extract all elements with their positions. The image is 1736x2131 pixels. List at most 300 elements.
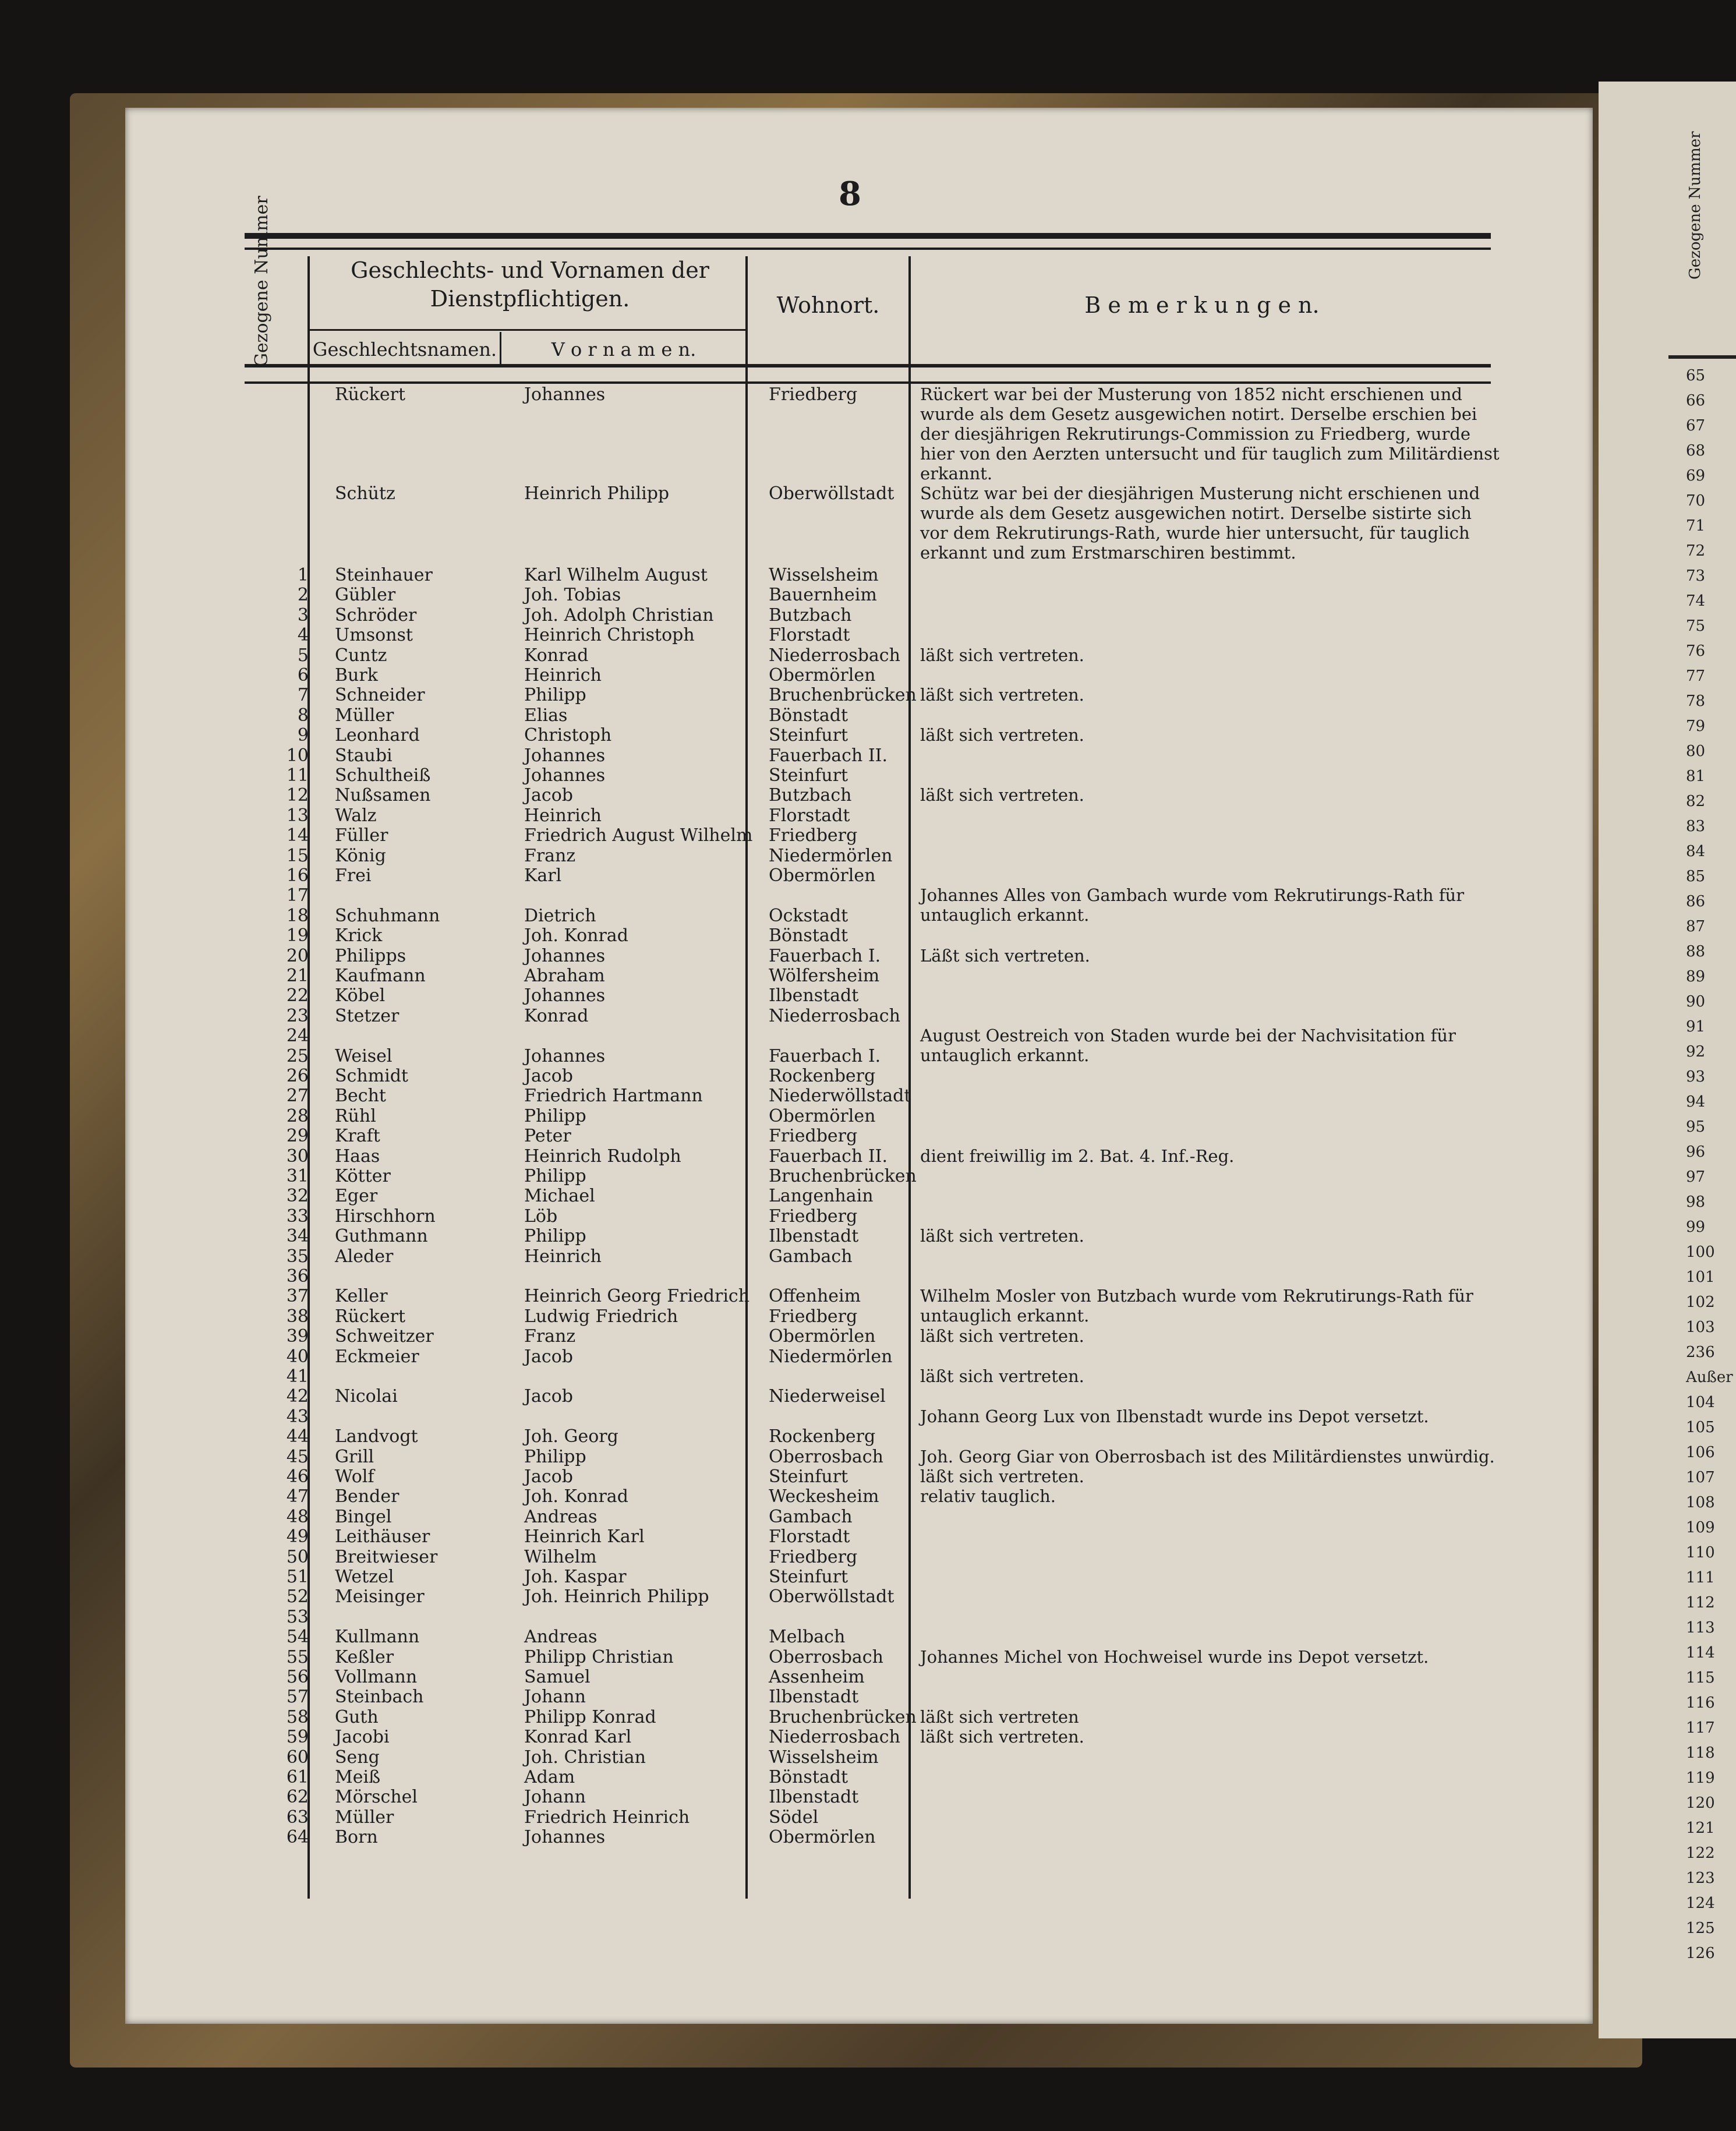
subheader-rule: [309, 329, 745, 331]
row-number: 21: [286, 966, 309, 986]
row-residence: Steinfurt: [769, 725, 848, 746]
row-residence: Assenheim: [769, 1667, 865, 1687]
row-residence: Friedberg: [769, 1126, 858, 1147]
table-row: [250, 565, 1124, 585]
row-surname: Müller: [335, 1807, 394, 1828]
row-number: 2: [297, 585, 309, 606]
row-residence: Gambach: [769, 1506, 853, 1527]
row-number: 14: [286, 825, 309, 846]
facing-page-number: 82: [1686, 793, 1706, 810]
remark: Rückert war bei der Musterung von 1852 nicht erschienen und wurde als dem Gesetz ausgewichen notirt. Derselbe erschien bei der diesjährigen Rekrutirungs-Commission zu Friedberg, wurde hier von den Aerzten untersucht und für tauglich zum Militärdienst erkannt.: [920, 384, 1500, 483]
row-surname: Bingel: [335, 1506, 392, 1527]
row-given-names: Joh. Adolph Christian: [524, 605, 714, 625]
row-residence: Obermörlen: [769, 865, 876, 886]
row-residence: Oberwöllstadt: [769, 483, 894, 504]
facing-page-number: 76: [1686, 642, 1706, 660]
row-given-names: Heinrich: [524, 665, 602, 685]
row-residence: Bruchenbrücken: [769, 685, 917, 706]
row-surname: Wolf: [335, 1466, 374, 1487]
row-number: 4: [297, 625, 309, 646]
facing-page-number: 83: [1686, 818, 1706, 835]
row-given-names: Jacob: [524, 1466, 573, 1487]
row-given-names: Samuel: [524, 1667, 591, 1687]
remark: relativ tauglich.: [920, 1486, 1056, 1507]
table-row: [250, 1347, 1124, 1366]
row-given-names: Friedrich Hartmann: [524, 1086, 703, 1107]
row-given-names: Philipp Christian: [524, 1646, 674, 1667]
row-residence: Melbach: [769, 1627, 846, 1648]
facing-page-number: 97: [1686, 1168, 1706, 1186]
row-residence: Obermörlen: [769, 1827, 876, 1848]
table-row: [250, 966, 1124, 985]
header-geschlechtsnamen: Geschlechtsnamen.: [312, 338, 497, 361]
row-surname: Rückert: [335, 384, 406, 405]
row-given-names: Konrad: [524, 645, 589, 666]
row-residence: Niedermörlen: [769, 845, 893, 866]
row-residence: Rockenberg: [769, 1426, 876, 1447]
facing-page-number: 101: [1686, 1268, 1715, 1286]
row-number: 44: [286, 1426, 309, 1447]
table-row: [250, 825, 1124, 845]
row-surname: Steinhauer: [335, 565, 433, 585]
table-row: [250, 865, 1124, 885]
row-surname: Born: [335, 1827, 378, 1848]
row-residence: Butzbach: [769, 785, 852, 806]
row-given-names: Ludwig Friedrich: [524, 1306, 678, 1327]
table-row: [250, 1186, 1124, 1206]
row-surname: König: [335, 845, 386, 866]
row-number: 42: [286, 1386, 309, 1407]
table-row: [250, 805, 1124, 825]
header-bottom-rule: [245, 364, 1491, 367]
row-given-names: Johannes: [524, 985, 606, 1006]
row-residence: Weckesheim: [769, 1486, 879, 1507]
row-number: 63: [286, 1807, 309, 1828]
facing-page-number: 71: [1686, 517, 1706, 535]
row-surname: Philipps: [335, 945, 406, 966]
row-given-names: Peter: [524, 1126, 571, 1147]
row-surname: Krick: [335, 925, 383, 946]
facing-page-number: 69: [1686, 467, 1706, 485]
row-given-names: Dietrich: [524, 905, 596, 926]
row-number: 25: [286, 1045, 309, 1066]
remark: läßt sich vertreten.: [920, 1727, 1084, 1747]
row-surname: Eger: [335, 1186, 378, 1207]
row-residence: Bönstadt: [769, 1767, 848, 1787]
row-surname: Burk: [335, 665, 378, 685]
row-number: 51: [286, 1567, 309, 1587]
row-given-names: Friedrich Heinrich: [524, 1807, 690, 1828]
row-number: 52: [286, 1586, 309, 1607]
row-number: 61: [286, 1767, 309, 1787]
row-residence: Niederrosbach: [769, 1005, 900, 1026]
table-row: [250, 1526, 1124, 1546]
row-number: 53: [286, 1606, 309, 1627]
table-row: [250, 625, 1124, 645]
table-row: [250, 1266, 1124, 1286]
row-number: 19: [286, 925, 309, 946]
row-surname: Nußsamen: [335, 785, 431, 806]
facing-page-number: 126: [1686, 1945, 1715, 1962]
remark: Johannes Alles von Gambach wurde vom Rekrutirungs-Rath für untauglich erkannt.: [920, 885, 1465, 925]
row-given-names: Philipp: [524, 685, 586, 706]
header-bottom-rule-thin: [245, 381, 1491, 384]
row-residence: Obermörlen: [769, 665, 876, 685]
facing-page-number: 91: [1686, 1018, 1706, 1036]
facing-page-number: 119: [1686, 1769, 1715, 1787]
table-row: [250, 1747, 1124, 1767]
row-given-names: Johannes: [524, 384, 606, 405]
row-given-names: Michael: [524, 1186, 595, 1207]
facing-page-number: 85: [1686, 868, 1706, 885]
row-number: 9: [297, 725, 309, 746]
facing-page-number: 102: [1686, 1294, 1715, 1311]
facing-page-number: 125: [1686, 1920, 1715, 1937]
row-number: 56: [286, 1667, 309, 1687]
remark: läßt sich vertreten.: [920, 1326, 1084, 1347]
row-residence: Fauerbach I.: [769, 945, 881, 966]
row-surname: Grill: [335, 1446, 374, 1467]
row-surname: Kötter: [335, 1166, 391, 1186]
table-row: [250, 665, 1124, 685]
header-names-group: Geschlechts- und Vornamen der Dienstpflichtigen.: [351, 257, 709, 312]
facing-page-number: 120: [1686, 1794, 1715, 1812]
row-surname: Leithäuser: [335, 1526, 430, 1547]
table-row: [250, 705, 1124, 725]
table-row: [250, 1507, 1124, 1526]
row-residence: Oberrosbach: [769, 1446, 883, 1467]
facing-page-number: 96: [1686, 1143, 1706, 1161]
row-residence: Fauerbach II.: [769, 745, 888, 766]
row-number: 6: [297, 665, 309, 685]
col-divider-name: [500, 332, 501, 367]
row-surname: Schultheiß: [335, 765, 431, 786]
row-residence: Bönstadt: [769, 705, 848, 726]
row-given-names: Johannes: [524, 745, 606, 766]
row-surname: Schweitzer: [335, 1326, 434, 1347]
table-row: [250, 1627, 1124, 1646]
row-given-names: Joh. Christian: [524, 1747, 646, 1768]
row-surname: Schröder: [335, 605, 417, 625]
row-number: 45: [286, 1446, 309, 1467]
row-given-names: Heinrich: [524, 1246, 602, 1267]
row-residence: Ilbenstadt: [769, 1226, 859, 1247]
facing-page-number: 72: [1686, 542, 1706, 560]
row-surname: Schneider: [335, 685, 425, 706]
facing-page-number: 79: [1686, 718, 1706, 735]
row-residence: Bruchenbrücken: [769, 1706, 917, 1727]
row-number: 48: [286, 1506, 309, 1527]
row-number: 32: [286, 1186, 309, 1207]
facing-page-number: 124: [1686, 1895, 1715, 1912]
facing-page-number: 112: [1686, 1594, 1715, 1611]
facing-page-number: 87: [1686, 918, 1706, 935]
row-number: 36: [286, 1266, 309, 1287]
row-surname: Haas: [335, 1146, 380, 1167]
row-number: 3: [297, 605, 309, 625]
table-row: [250, 1386, 1124, 1406]
row-given-names: Heinrich Rudolph: [524, 1146, 681, 1167]
row-number: 54: [286, 1627, 309, 1648]
row-surname: Guth: [335, 1706, 379, 1727]
facing-page-number: 95: [1686, 1118, 1706, 1136]
row-residence: Obermörlen: [769, 1105, 876, 1126]
row-residence: Butzbach: [769, 605, 852, 625]
row-number: 16: [286, 865, 309, 886]
row-given-names: Löb: [524, 1206, 558, 1227]
row-residence: Niedermörlen: [769, 1346, 893, 1367]
row-given-names: Johannes: [524, 945, 606, 966]
row-residence: Ilbenstadt: [769, 985, 859, 1006]
row-surname: Schütz: [335, 483, 395, 504]
row-given-names: Johann: [524, 1687, 586, 1708]
row-surname: Hirschhorn: [335, 1206, 436, 1227]
remark: Joh. Georg Giar von Oberrosbach ist des Militärdienstes unwürdig.: [920, 1446, 1495, 1466]
facing-page-number: 74: [1686, 592, 1706, 610]
facing-page-number: 67: [1686, 417, 1706, 434]
row-number: 24: [286, 1026, 309, 1047]
row-given-names: Heinrich Karl: [524, 1526, 645, 1547]
row-given-names: Heinrich Philipp: [524, 483, 670, 504]
remark: Läßt sich vertreten.: [920, 945, 1090, 966]
row-surname: Becht: [335, 1086, 386, 1107]
table-row: [250, 1126, 1124, 1146]
table-row: [250, 1246, 1124, 1266]
facing-page-number: 92: [1686, 1043, 1706, 1061]
facing-page-number: 65: [1686, 367, 1706, 384]
row-given-names: Abraham: [524, 966, 605, 986]
row-residence: Gambach: [769, 1246, 853, 1267]
row-given-names: Philipp: [524, 1446, 586, 1467]
row-number: 28: [286, 1105, 309, 1126]
table-row: [250, 1206, 1124, 1226]
row-residence: Niederrosbach: [769, 1727, 900, 1748]
facing-page-number: 78: [1686, 692, 1706, 710]
table-row: [250, 1607, 1124, 1627]
table-row: [250, 1807, 1124, 1827]
facing-page-number: 122: [1686, 1844, 1715, 1862]
row-residence: Niederweisel: [769, 1386, 886, 1407]
facing-page-number: 98: [1686, 1193, 1706, 1211]
row-number: 11: [286, 765, 309, 786]
row-given-names: Elias: [524, 705, 568, 726]
row-residence: Fauerbach I.: [769, 1045, 881, 1066]
row-residence: Florstadt: [769, 805, 850, 826]
row-number: 15: [286, 845, 309, 866]
row-number: 10: [286, 745, 309, 766]
row-surname: Füller: [335, 825, 388, 846]
facing-page-edge: [1599, 82, 1736, 2038]
row-residence: Bönstadt: [769, 925, 848, 946]
row-surname: Keßler: [335, 1646, 394, 1667]
row-given-names: Joh. Tobias: [524, 585, 621, 606]
facing-page-number: 116: [1686, 1694, 1715, 1712]
facing-page-number: 236: [1686, 1344, 1715, 1361]
row-number: 27: [286, 1086, 309, 1107]
row-surname: Seng: [335, 1747, 380, 1768]
header-number: Gezogene Nummer: [252, 196, 272, 367]
row-number: 18: [286, 905, 309, 926]
row-number: 30: [286, 1146, 309, 1167]
facing-page-number: 84: [1686, 843, 1706, 860]
row-number: 20: [286, 945, 309, 966]
row-number: 57: [286, 1687, 309, 1708]
row-given-names: Heinrich: [524, 805, 602, 826]
table-row: [250, 925, 1124, 945]
row-residence: Wisselsheim: [769, 1747, 879, 1768]
row-given-names: Philipp Konrad: [524, 1706, 656, 1727]
remark: läßt sich vertreten: [920, 1706, 1079, 1727]
facing-page-number: 123: [1686, 1870, 1715, 1887]
table-row: [250, 1687, 1124, 1706]
facing-page-number: 104: [1686, 1394, 1715, 1411]
row-given-names: Franz: [524, 845, 576, 866]
row-surname: Steinbach: [335, 1687, 424, 1708]
facing-page-number: 70: [1686, 492, 1706, 510]
facing-page-number: 88: [1686, 943, 1706, 960]
table-body: [250, 384, 1502, 1928]
row-given-names: Johannes: [524, 1045, 606, 1066]
row-given-names: Andreas: [524, 1627, 597, 1648]
row-surname: Jacobi: [335, 1727, 390, 1748]
row-residence: Bauernheim: [769, 585, 877, 606]
row-given-names: Joh. Heinrich Philipp: [524, 1586, 709, 1607]
row-given-names: Heinrich Christoph: [524, 625, 695, 646]
table-row: [250, 1787, 1124, 1807]
facing-page-number: 89: [1686, 968, 1706, 985]
row-number: 5: [297, 645, 309, 666]
row-number: 62: [286, 1787, 309, 1808]
row-surname: Cuntz: [335, 645, 387, 666]
row-surname: Keller: [335, 1286, 388, 1307]
remark: August Oestreich von Staden wurde bei der Nachvisitation für untauglich erkannt.: [920, 1026, 1456, 1066]
row-surname: Breitwieser: [335, 1546, 438, 1567]
row-residence: Ilbenstadt: [769, 1687, 859, 1708]
facing-page-number: 106: [1686, 1444, 1715, 1461]
row-residence: Florstadt: [769, 1526, 850, 1547]
row-residence: Södel: [769, 1807, 819, 1828]
facing-page-number: 110: [1686, 1544, 1715, 1561]
table-row: [250, 1166, 1124, 1186]
row-given-names: Johannes: [524, 765, 606, 786]
header-bemerkungen: B e m e r k u n g e n.: [1084, 292, 1320, 318]
row-number: 58: [286, 1706, 309, 1727]
row-residence: Friedberg: [769, 1206, 858, 1227]
row-surname: Mörschel: [335, 1787, 418, 1808]
row-surname: Meiß: [335, 1767, 381, 1787]
row-surname: Kullmann: [335, 1627, 420, 1648]
table-row: [250, 1006, 1124, 1026]
row-residence: Ilbenstadt: [769, 1787, 859, 1808]
top-rule: [245, 233, 1491, 239]
header-wohnort: Wohnort.: [776, 292, 880, 318]
facing-page-number: 75: [1686, 617, 1706, 635]
row-given-names: Philipp: [524, 1166, 586, 1186]
row-number: 31: [286, 1166, 309, 1186]
table-row: [250, 1106, 1124, 1126]
facing-page-number: 117: [1686, 1719, 1715, 1737]
row-given-names: Johannes: [524, 1827, 606, 1848]
row-given-names: Philipp: [524, 1226, 586, 1247]
row-surname: Leonhard: [335, 725, 420, 746]
row-surname: Kaufmann: [335, 966, 426, 986]
row-given-names: Joh. Konrad: [524, 925, 628, 946]
row-surname: Schuhmann: [335, 905, 440, 926]
facing-page-number: 105: [1686, 1419, 1715, 1436]
row-surname: Landvogt: [335, 1426, 418, 1447]
table-row: [250, 1586, 1124, 1606]
row-residence: Oberrosbach: [769, 1646, 883, 1667]
row-number: 12: [286, 785, 309, 806]
row-surname: Müller: [335, 705, 394, 726]
row-residence: Oberwöllstadt: [769, 1586, 894, 1607]
remark: läßt sich vertreten.: [920, 685, 1084, 705]
row-residence: Friedberg: [769, 1306, 858, 1327]
facing-page-number: 90: [1686, 993, 1706, 1010]
row-given-names: Joh. Georg: [524, 1426, 618, 1447]
table-row: [250, 1667, 1124, 1687]
row-residence: Niederrosbach: [769, 645, 900, 666]
remark: läßt sich vertreten.: [920, 1226, 1084, 1246]
table-row: [250, 585, 1124, 605]
row-given-names: Andreas: [524, 1506, 597, 1527]
row-surname: Weisel: [335, 1045, 393, 1066]
facing-page-number: 94: [1686, 1093, 1706, 1111]
facing-page-number: 93: [1686, 1068, 1706, 1086]
row-number: 17: [286, 885, 309, 906]
top-rule-thin: [245, 248, 1491, 250]
row-given-names: Franz: [524, 1326, 576, 1347]
row-residence: Friedberg: [769, 825, 858, 846]
table-row: [250, 1827, 1124, 1847]
row-surname: Frei: [335, 865, 372, 886]
row-number: 7: [297, 685, 309, 706]
row-given-names: Karl: [524, 865, 562, 886]
row-number: 59: [286, 1727, 309, 1748]
row-surname: Kraft: [335, 1126, 380, 1147]
row-number: 39: [286, 1326, 309, 1347]
row-number: 47: [286, 1486, 309, 1507]
row-residence: Steinfurt: [769, 765, 848, 786]
row-surname: Stetzer: [335, 1005, 399, 1026]
facing-page-number: 66: [1686, 392, 1706, 409]
header-vornamen: V o r n a m e n.: [551, 338, 696, 361]
row-residence: Offenheim: [769, 1286, 861, 1307]
row-given-names: Joh. Kaspar: [524, 1567, 627, 1587]
row-number: 13: [286, 805, 309, 826]
row-residence: Bruchenbrücken: [769, 1166, 917, 1186]
table-row: [250, 1066, 1124, 1086]
facing-page-number: 80: [1686, 743, 1706, 760]
page-number: 8: [839, 175, 861, 213]
row-residence: Obermörlen: [769, 1326, 876, 1347]
row-residence: Friedberg: [769, 1546, 858, 1567]
table-row: [250, 1426, 1124, 1446]
table-row: [250, 1567, 1124, 1586]
row-given-names: Adam: [524, 1767, 575, 1787]
row-number: 64: [286, 1827, 309, 1848]
remark: dient freiwillig im 2. Bat. 4. Inf.-Reg.: [920, 1146, 1235, 1166]
row-number: 41: [286, 1366, 309, 1387]
row-number: 55: [286, 1646, 309, 1667]
facing-page-header: Gezogene Nummer: [1686, 131, 1704, 280]
row-given-names: Jacob: [524, 1386, 573, 1407]
table-row: [250, 1086, 1124, 1105]
row-residence: Rockenberg: [769, 1066, 876, 1086]
row-residence: Wölfersheim: [769, 966, 880, 986]
facing-page-number: Außer: [1686, 1369, 1733, 1386]
row-number: 33: [286, 1206, 309, 1227]
